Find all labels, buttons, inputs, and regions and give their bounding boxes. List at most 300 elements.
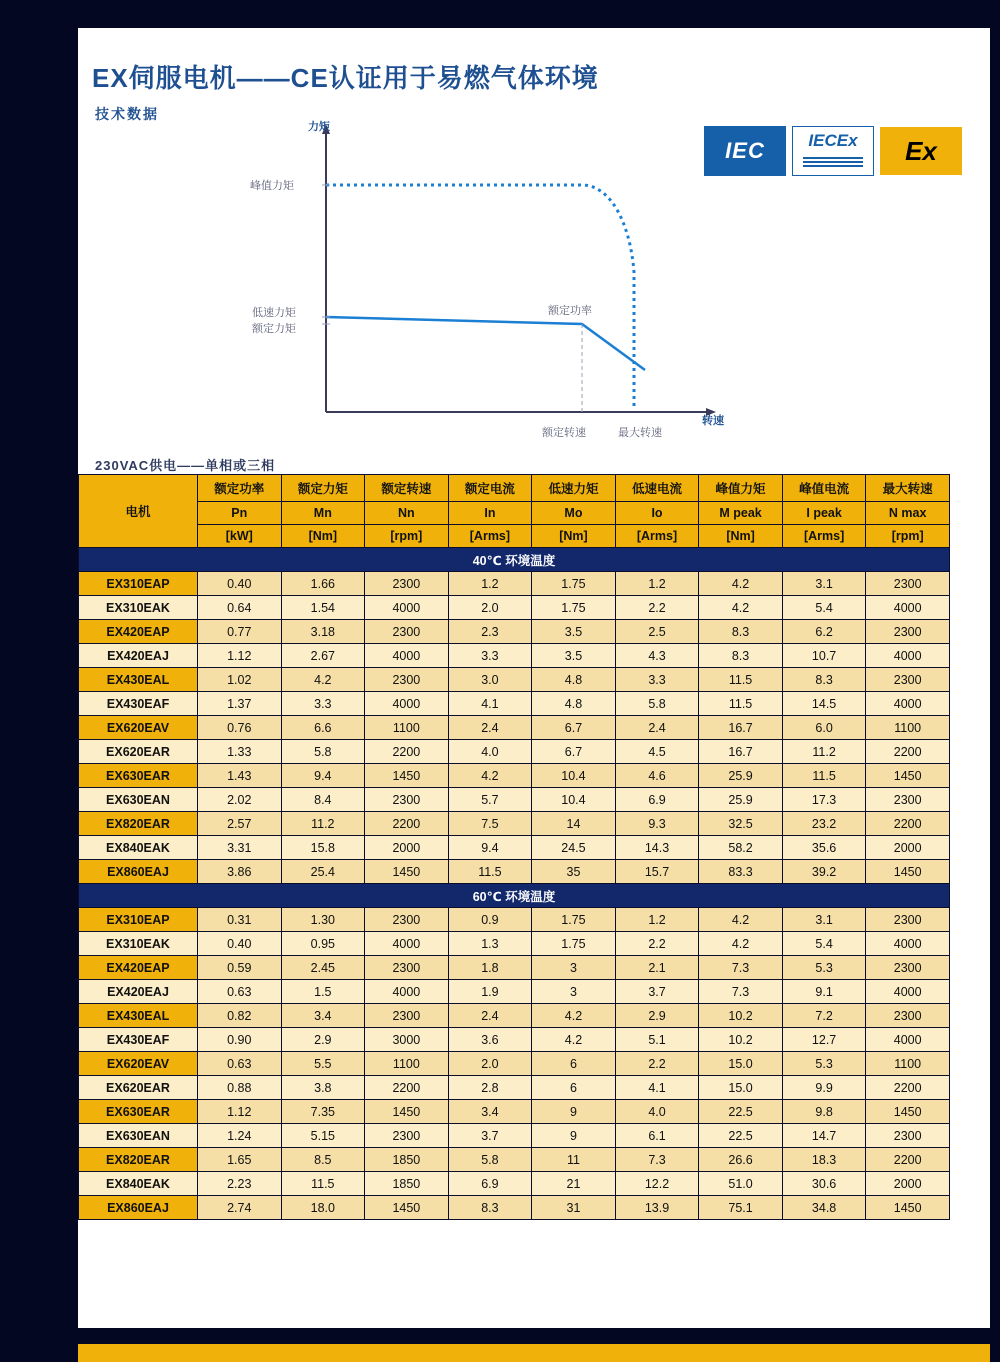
cell-value-8: 2200 [866,812,950,836]
cell-value-8: 4000 [866,1028,950,1052]
cell-value-0: 0.59 [198,956,282,980]
cell-value-6: 25.9 [699,788,783,812]
cell-value-0: 2.57 [198,812,282,836]
cell-value-8: 4000 [866,932,950,956]
header-cn-3: 额定电流 [448,475,532,502]
cell-value-0: 1.37 [198,692,282,716]
cell-value-7: 5.4 [782,932,866,956]
cell-value-5: 2.4 [615,716,699,740]
cell-motor-model: EX630EAN [79,1124,198,1148]
cell-value-2: 1100 [365,1052,449,1076]
cell-motor-model: EX840EAK [79,1172,198,1196]
table-body [79,548,950,1220]
cell-value-0: 1.65 [198,1148,282,1172]
cell-value-5: 13.9 [615,1196,699,1220]
cell-value-4: 35 [532,860,616,884]
cell-value-0: 0.63 [198,980,282,1004]
cell-value-2: 1450 [365,860,449,884]
header-cn-7: 峰值电流 [782,475,866,502]
table-row [79,1028,950,1052]
cell-value-5: 2.5 [615,620,699,644]
cell-value-1: 15.8 [281,836,365,860]
header-sym-8: N max [866,502,950,525]
cell-value-4: 9 [532,1100,616,1124]
cell-value-4: 3.5 [532,620,616,644]
cell-value-2: 2300 [365,572,449,596]
cell-value-1: 8.4 [281,788,365,812]
table-row [79,1100,950,1124]
cell-value-1: 1.54 [281,596,365,620]
cell-value-4: 4.8 [532,692,616,716]
table-header-row-unit [79,525,950,548]
cell-value-5: 6.9 [615,788,699,812]
header-sym-0: Pn [198,502,282,525]
chart-label-peak-torque: 峰值力矩 [250,180,294,192]
header-unit-8: [rpm] [866,525,950,548]
cell-motor-model: EX420EAJ [79,644,198,668]
chart-label-rated-power: 额定功率 [548,305,592,317]
header-cn-0: 额定功率 [198,475,282,502]
cell-value-7: 23.2 [782,812,866,836]
cell-value-5: 1.2 [615,572,699,596]
cell-value-2: 2200 [365,740,449,764]
cell-value-1: 0.95 [281,932,365,956]
table-row [79,932,950,956]
cell-value-6: 7.3 [699,980,783,1004]
cell-value-0: 1.12 [198,644,282,668]
cell-value-6: 32.5 [699,812,783,836]
cell-value-4: 4.2 [532,1028,616,1052]
cell-value-1: 1.5 [281,980,365,1004]
table-header [79,475,950,548]
cell-value-5: 12.2 [615,1172,699,1196]
cell-value-4: 3 [532,956,616,980]
cell-motor-model: EX420EAJ [79,980,198,1004]
header-unit-3: [Arms] [448,525,532,548]
cell-value-6: 58.2 [699,836,783,860]
cell-value-8: 1100 [866,1052,950,1076]
cell-value-1: 4.2 [281,668,365,692]
cell-value-0: 1.02 [198,668,282,692]
cell-motor-model: EX820EAR [79,1148,198,1172]
cell-value-6: 83.3 [699,860,783,884]
cell-value-7: 8.3 [782,668,866,692]
cell-value-0: 2.74 [198,1196,282,1220]
cell-value-8: 2300 [866,1004,950,1028]
cell-value-8: 2000 [866,836,950,860]
header-cn-8: 最大转速 [866,475,950,502]
cell-value-5: 3.7 [615,980,699,1004]
cell-value-6: 11.5 [699,668,783,692]
cell-value-1: 6.6 [281,716,365,740]
cell-value-3: 4.1 [448,692,532,716]
header-unit-6: [Nm] [699,525,783,548]
cell-value-6: 16.7 [699,740,783,764]
cell-value-6: 4.2 [699,572,783,596]
cell-value-4: 6 [532,1076,616,1100]
table-section-row [79,884,950,908]
table-row [79,620,950,644]
cell-value-5: 2.2 [615,932,699,956]
cell-motor-model: EX840EAK [79,836,198,860]
header-unit-2: [rpm] [365,525,449,548]
header-unit-4: [Nm] [532,525,616,548]
cell-motor-model: EX620EAV [79,716,198,740]
cell-value-3: 2.4 [448,1004,532,1028]
cell-value-5: 5.1 [615,1028,699,1052]
cell-value-8: 2300 [866,668,950,692]
cell-value-2: 2300 [365,1124,449,1148]
cell-value-8: 2200 [866,740,950,764]
cell-value-3: 2.8 [448,1076,532,1100]
cell-motor-model: EX620EAR [79,1076,198,1100]
table-section-title: 60℃ 环境温度 [79,884,950,908]
cell-value-7: 11.5 [782,764,866,788]
cell-value-4: 6.7 [532,716,616,740]
header-cn-1: 额定力矩 [281,475,365,502]
cell-value-0: 0.76 [198,716,282,740]
cell-value-3: 1.8 [448,956,532,980]
cell-value-4: 10.4 [532,788,616,812]
header-sym-7: I peak [782,502,866,525]
cell-value-1: 7.35 [281,1100,365,1124]
cell-value-7: 3.1 [782,572,866,596]
cell-value-4: 1.75 [532,596,616,620]
cell-value-2: 3000 [365,1028,449,1052]
cell-value-6: 4.2 [699,908,783,932]
cell-value-3: 7.5 [448,812,532,836]
cell-value-6: 16.7 [699,716,783,740]
chart-label-rated-torque: 额定力矩 [252,323,296,335]
cell-value-2: 2300 [365,1004,449,1028]
iecex-logo [792,126,874,176]
cell-value-0: 3.86 [198,860,282,884]
cell-value-8: 2300 [866,1124,950,1148]
cell-value-5: 2.2 [615,596,699,620]
table-row [79,1148,950,1172]
cell-value-3: 3.3 [448,644,532,668]
cell-value-2: 1100 [365,716,449,740]
table-row [79,836,950,860]
cell-value-0: 0.90 [198,1028,282,1052]
cell-value-0: 0.40 [198,932,282,956]
cell-value-3: 1.9 [448,980,532,1004]
cell-value-4: 31 [532,1196,616,1220]
cell-value-5: 4.0 [615,1100,699,1124]
cell-value-6: 8.3 [699,620,783,644]
cell-value-5: 3.3 [615,668,699,692]
cell-value-3: 2.0 [448,596,532,620]
header-sym-1: Mn [281,502,365,525]
cell-motor-model: EX420EAP [79,956,198,980]
table-row [79,956,950,980]
cell-value-2: 2000 [365,836,449,860]
cell-value-3: 3.4 [448,1100,532,1124]
table-row [79,668,950,692]
table-row [79,980,950,1004]
cell-motor-model: EX620EAR [79,740,198,764]
cell-motor-model: EX310EAK [79,932,198,956]
header-unit-7: [Arms] [782,525,866,548]
cell-value-6: 4.2 [699,596,783,620]
cell-value-1: 2.67 [281,644,365,668]
chart-x-axis-label: 转速 [702,415,724,427]
cell-value-6: 11.5 [699,692,783,716]
cell-motor-model: EX820EAR [79,812,198,836]
page-title: EX伺服电机——CE认证用于易燃气体环境 [92,63,599,93]
cell-value-2: 4000 [365,980,449,1004]
cell-value-3: 0.9 [448,908,532,932]
cell-value-8: 1450 [866,764,950,788]
cell-value-4: 4.8 [532,668,616,692]
header-cn-4: 低速力矩 [532,475,616,502]
table-section-row [79,548,950,572]
cell-value-0: 0.31 [198,908,282,932]
cell-value-1: 9.4 [281,764,365,788]
cell-value-7: 5.3 [782,1052,866,1076]
cell-value-6: 26.6 [699,1148,783,1172]
header-sym-6: M peak [699,502,783,525]
top-margin-bar [0,0,1000,28]
cell-value-7: 18.3 [782,1148,866,1172]
chart-y-axis-label: 力矩 [308,121,330,133]
cell-value-1: 11.2 [281,812,365,836]
cell-value-1: 3.4 [281,1004,365,1028]
header-sym-2: Nn [365,502,449,525]
chart-label-max-speed: 最大转速 [618,427,662,439]
cell-value-7: 30.6 [782,1172,866,1196]
cell-value-2: 1850 [365,1172,449,1196]
cell-value-1: 3.18 [281,620,365,644]
cell-motor-model: EX860EAJ [79,1196,198,1220]
cell-value-1: 5.8 [281,740,365,764]
cell-value-3: 2.3 [448,620,532,644]
table-row [79,572,950,596]
cell-value-4: 24.5 [532,836,616,860]
cell-value-0: 3.31 [198,836,282,860]
cell-value-2: 4000 [365,644,449,668]
cell-value-3: 9.4 [448,836,532,860]
iecex-logo-text: IECEx [808,131,858,150]
cell-value-8: 2300 [866,908,950,932]
cell-value-0: 1.12 [198,1100,282,1124]
cell-value-6: 75.1 [699,1196,783,1220]
cell-value-2: 2300 [365,956,449,980]
cell-value-7: 7.2 [782,1004,866,1028]
cell-value-7: 6.0 [782,716,866,740]
cell-value-3: 4.2 [448,764,532,788]
cell-value-3: 5.7 [448,788,532,812]
chart-svg [300,112,740,442]
cell-value-4: 6 [532,1052,616,1076]
cell-value-1: 5.5 [281,1052,365,1076]
chart-label-rated-speed: 额定转速 [542,427,586,439]
cell-value-6: 7.3 [699,956,783,980]
cell-value-1: 3.8 [281,1076,365,1100]
table-row [79,1172,950,1196]
table-row [79,692,950,716]
cell-value-2: 1450 [365,764,449,788]
certification-logos [704,126,962,176]
cell-value-1: 2.9 [281,1028,365,1052]
cell-value-6: 22.5 [699,1100,783,1124]
cell-value-5: 4.1 [615,1076,699,1100]
left-margin-bar [0,0,78,1362]
cell-value-4: 1.75 [532,932,616,956]
cell-value-7: 14.7 [782,1124,866,1148]
table-row [79,1196,950,1220]
cell-value-1: 1.30 [281,908,365,932]
cell-value-7: 10.7 [782,644,866,668]
cell-value-7: 11.2 [782,740,866,764]
cell-value-2: 2300 [365,668,449,692]
cell-value-1: 25.4 [281,860,365,884]
cell-value-1: 5.15 [281,1124,365,1148]
cell-value-4: 1.75 [532,908,616,932]
cell-value-2: 2300 [365,908,449,932]
chart-label-low-speed-torque: 低速力矩 [252,307,296,319]
cell-value-0: 2.02 [198,788,282,812]
cell-motor-model: EX430EAF [79,692,198,716]
cell-value-0: 1.43 [198,764,282,788]
cell-value-1: 11.5 [281,1172,365,1196]
cell-motor-model: EX420EAP [79,620,198,644]
table-row [79,764,950,788]
torque-speed-chart [250,112,740,442]
cell-value-2: 2300 [365,620,449,644]
cell-motor-model: EX310EAP [79,908,198,932]
cell-motor-model: EX630EAR [79,1100,198,1124]
cell-value-4: 1.75 [532,572,616,596]
cell-value-4: 6.7 [532,740,616,764]
table-section-title: 40℃ 环境温度 [79,548,950,572]
iecex-logo-lines [803,157,863,169]
cell-value-7: 5.4 [782,596,866,620]
cell-value-6: 25.9 [699,764,783,788]
cell-motor-model: EX430EAL [79,1004,198,1028]
cell-value-6: 4.2 [699,932,783,956]
cell-value-7: 35.6 [782,836,866,860]
cell-value-3: 5.8 [448,1148,532,1172]
cell-value-0: 1.24 [198,1124,282,1148]
cell-motor-model: EX310EAK [79,596,198,620]
cell-value-4: 9 [532,1124,616,1148]
iec-logo-text: IEC [725,138,765,163]
cell-value-4: 3.5 [532,644,616,668]
cell-value-6: 10.2 [699,1028,783,1052]
cell-value-6: 22.5 [699,1124,783,1148]
bottom-accent-strip [78,1344,990,1362]
cell-value-7: 9.9 [782,1076,866,1100]
page-subtitle: 技术数据 [95,106,159,122]
cell-motor-model: EX630EAN [79,788,198,812]
cell-value-5: 6.1 [615,1124,699,1148]
cell-value-2: 1450 [365,1196,449,1220]
header-cn-2: 额定转速 [365,475,449,502]
cell-value-5: 4.5 [615,740,699,764]
table-row [79,860,950,884]
cell-value-4: 11 [532,1148,616,1172]
header-cn-6: 峰值力矩 [699,475,783,502]
cell-value-2: 2200 [365,812,449,836]
cell-value-1: 3.3 [281,692,365,716]
table-row [79,1124,950,1148]
cell-value-5: 2.2 [615,1052,699,1076]
cell-value-7: 39.2 [782,860,866,884]
right-margin-bar [990,0,1000,1362]
table-row [79,1052,950,1076]
cell-motor-model: EX310EAP [79,572,198,596]
cell-value-8: 2300 [866,788,950,812]
cell-value-8: 4000 [866,596,950,620]
cell-value-2: 1450 [365,1100,449,1124]
cell-value-7: 14.5 [782,692,866,716]
cell-value-3: 11.5 [448,860,532,884]
cell-value-8: 2300 [866,620,950,644]
cell-value-0: 0.88 [198,1076,282,1100]
cell-value-1: 18.0 [281,1196,365,1220]
cell-value-7: 5.3 [782,956,866,980]
cell-value-7: 17.3 [782,788,866,812]
table-row [79,1004,950,1028]
cell-value-1: 1.66 [281,572,365,596]
cell-value-3: 3.6 [448,1028,532,1052]
cell-value-4: 10.4 [532,764,616,788]
cell-motor-model: EX430EAL [79,668,198,692]
cell-value-2: 4000 [365,596,449,620]
header-unit-1: [Nm] [281,525,365,548]
cell-value-8: 2300 [866,956,950,980]
cell-value-3: 2.4 [448,716,532,740]
cell-value-3: 1.3 [448,932,532,956]
cell-value-7: 6.2 [782,620,866,644]
table-row [79,740,950,764]
cell-value-3: 3.7 [448,1124,532,1148]
table-header-row-symbol [79,502,950,525]
header-cn-5: 低速电流 [615,475,699,502]
cell-value-8: 1450 [866,1196,950,1220]
cell-value-3: 3.0 [448,668,532,692]
cell-value-5: 2.9 [615,1004,699,1028]
cell-value-2: 2300 [365,788,449,812]
cell-value-5: 5.8 [615,692,699,716]
cell-motor-model: EX620EAV [79,1052,198,1076]
cell-value-0: 0.82 [198,1004,282,1028]
cell-value-5: 15.7 [615,860,699,884]
cell-value-2: 1850 [365,1148,449,1172]
cell-motor-model: EX430EAF [79,1028,198,1052]
cell-value-5: 4.6 [615,764,699,788]
cell-value-7: 3.1 [782,908,866,932]
cell-value-5: 1.2 [615,908,699,932]
cell-value-1: 2.45 [281,956,365,980]
cell-value-8: 4000 [866,980,950,1004]
cell-value-3: 8.3 [448,1196,532,1220]
cell-value-5: 2.1 [615,956,699,980]
table-row [79,1076,950,1100]
header-sym-5: Io [615,502,699,525]
cell-value-8: 4000 [866,644,950,668]
table-row [79,644,950,668]
cell-motor-model: EX630EAR [79,764,198,788]
cell-value-0: 0.63 [198,1052,282,1076]
table-row [79,596,950,620]
atex-logo-text: Ex [905,135,937,166]
cell-value-5: 9.3 [615,812,699,836]
table-row [79,812,950,836]
header-unit-0: [kW] [198,525,282,548]
cell-value-6: 10.2 [699,1004,783,1028]
